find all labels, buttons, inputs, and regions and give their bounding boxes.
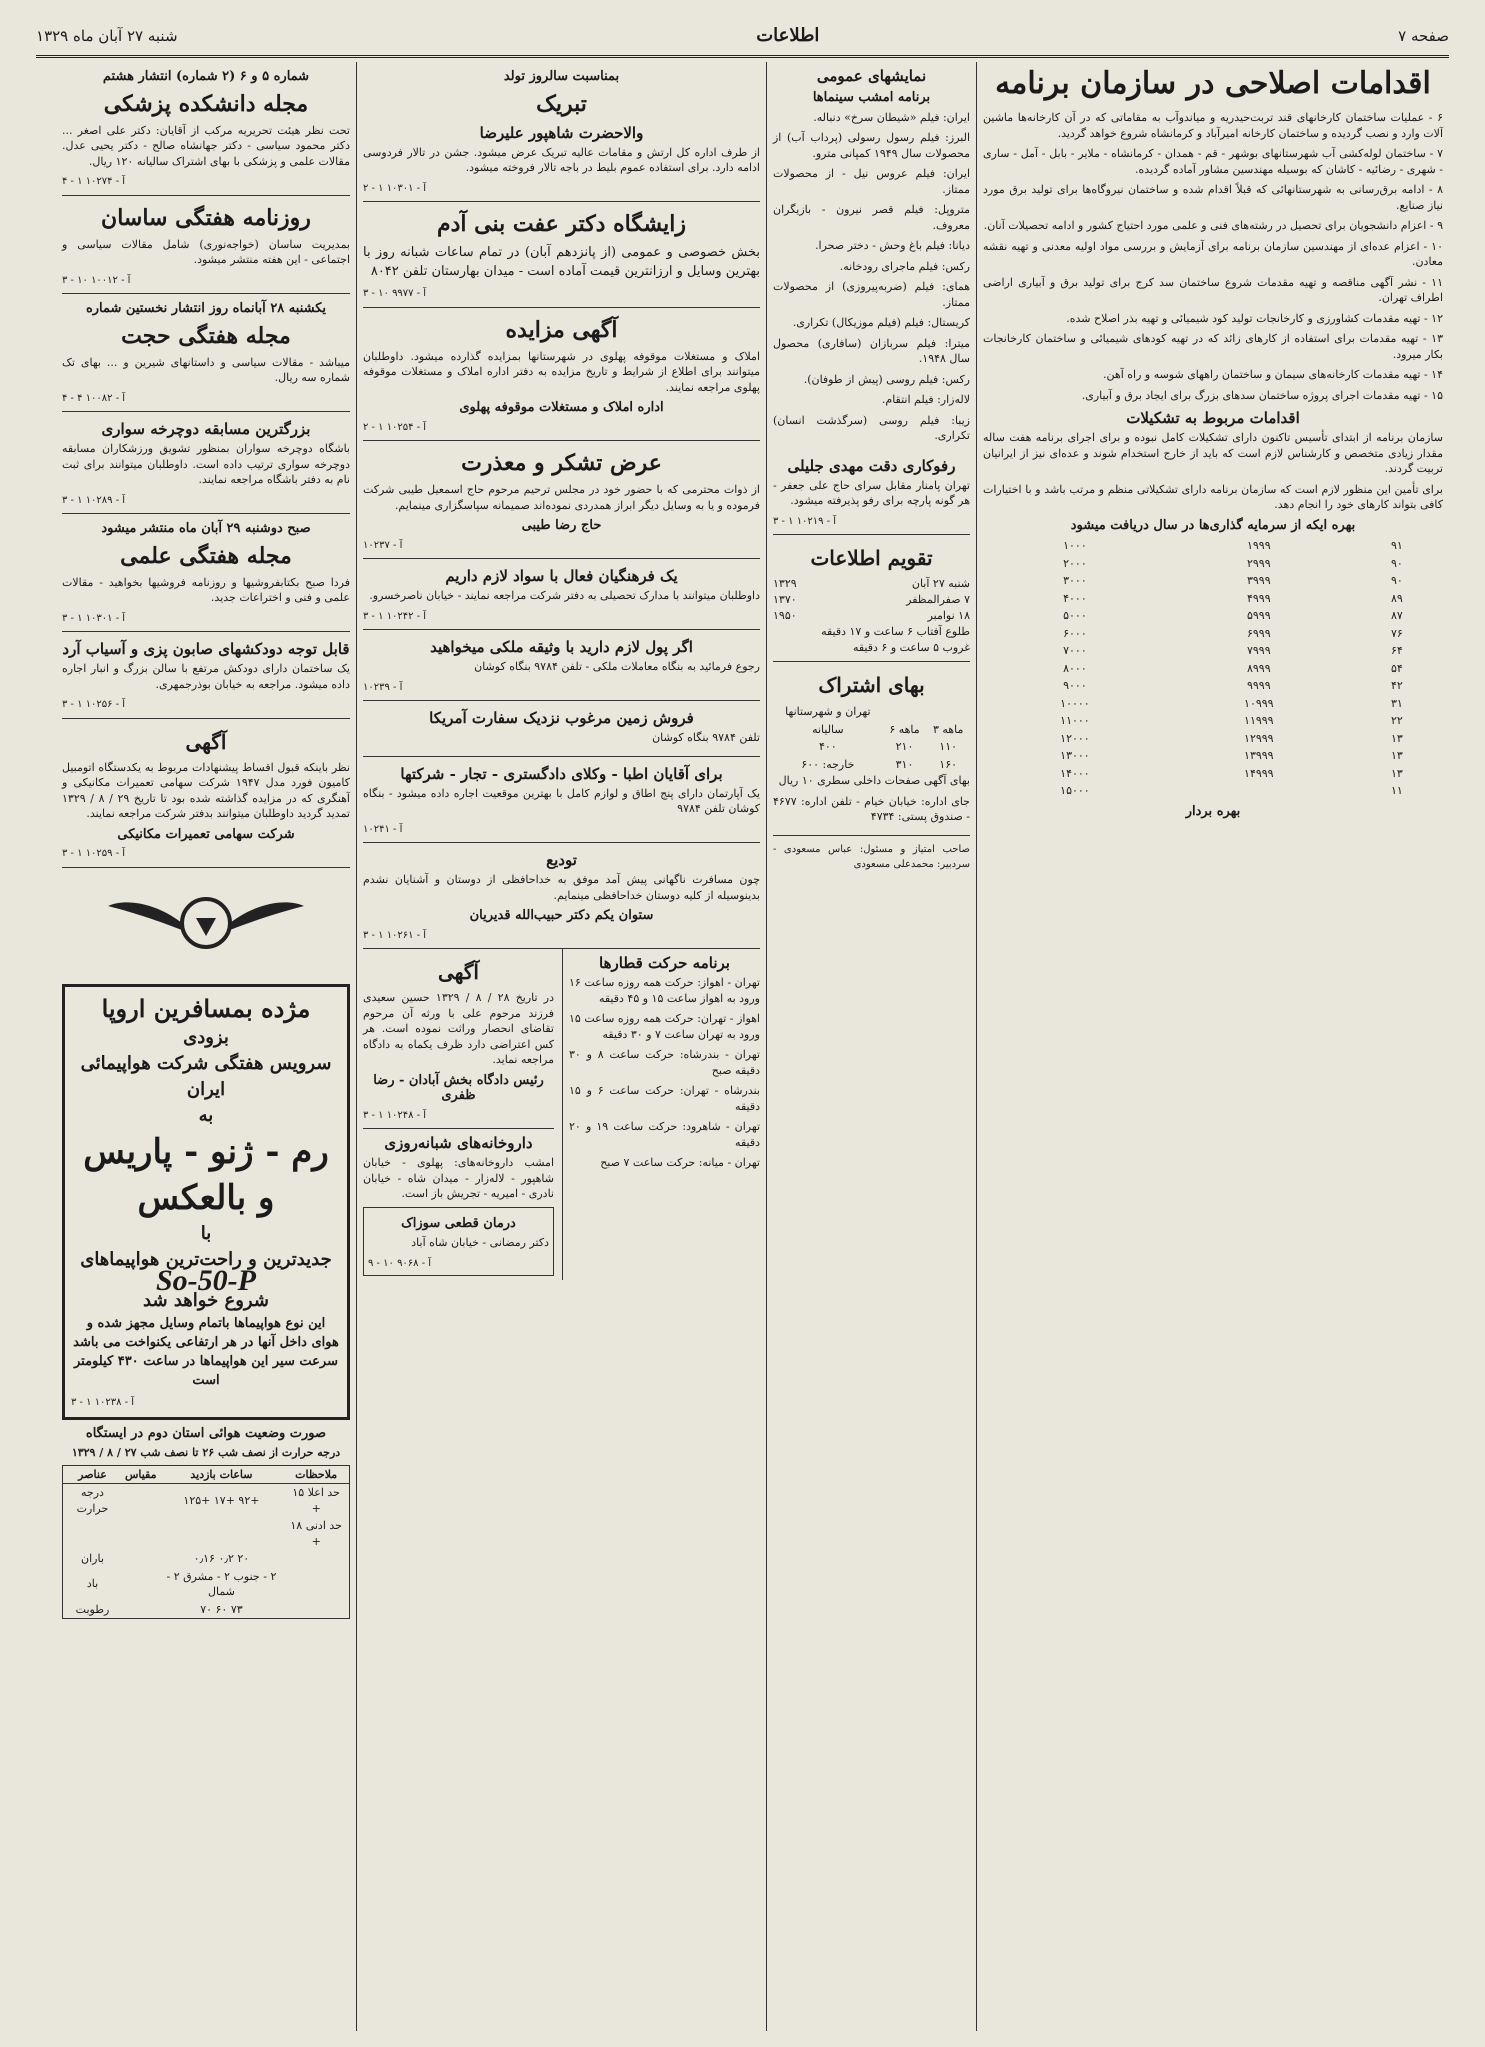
table-cell: +۹۲ +۱۷ +۱۲۵ xyxy=(183,1493,260,1507)
trains-title: برنامه حرکت قطارها xyxy=(599,954,730,972)
interest-row xyxy=(983,695,1443,713)
ad-science-head: صبح دوشنبه ۲۹ آبان ماه منتشر میشود xyxy=(101,521,311,536)
main-article-body-2 xyxy=(983,430,1443,513)
ad-maternity-body: بخش خصوصی و عمومی (از پانزدهم آبان) در تمام ساعات شبانه روز با بهترین وسایل و ارزانترین قیمت آماده است - میدان بهارستان تلفن ۸۰۴۲ xyxy=(363,245,760,279)
ad-notice-body: نظر باینکه قبول اقساط پیشنهادات مربوط به یکدستگاه اتومبیل کامیون فورد مدل ۱۹۴۷ شرکت سهامی تعمیرات مکانیکی و آهنگری که در مزایده گذاشته شده بود تا تاریخ ۲۹ / ۸ / ۱۳۲۹ تمدید گردید داوطلبان میتوانند بدفتر شرکت مراجعه نمایند. xyxy=(62,760,350,820)
interest-table-footer: بهره بردار xyxy=(1185,803,1241,819)
cinema-item: کریستال: فیلم (فیلم موزیکال) تکراری. xyxy=(792,316,970,329)
cinemas-heading: برنامه امشب سینماها xyxy=(812,90,931,105)
table-cell: ۴۰۰ xyxy=(818,740,837,753)
cinema-item: رکس: فیلم روسی (پیش از طوفان). xyxy=(803,372,970,386)
table-cell xyxy=(122,1550,160,1568)
cinemas-title: نمایشهای عمومی xyxy=(816,67,927,85)
column-cinemas xyxy=(766,62,976,2031)
airline-banner xyxy=(62,984,350,1420)
calendar-cell: طلوع آفتاب ۶ ساعت و ۱۷ دقیقه xyxy=(821,625,970,638)
ad-auction-body: املاک و مستغلات موقوفه پهلوی در شهرستانها بمزایده گذارده میشود. داوطلبان میتوانند برای اطلاع از شرایط و تاریخ مزایده به دفتر اداره املاک و مستغلات موقوفه پهلوی مراجعه نمایند. xyxy=(363,349,760,394)
interest-row xyxy=(983,590,1443,608)
weather-row xyxy=(63,1601,350,1619)
ad-sasan-title: روزنامه هفتگی ساسان xyxy=(101,204,311,231)
pharmacies-title: داروخانه‌های شبانه‌روزی xyxy=(384,1134,533,1152)
table-cell: ۳ ماهه xyxy=(932,722,964,736)
ad-thanks-title: عرض تشکر و معذرت xyxy=(461,450,662,476)
banner-route: رم - ژنو - پاریس و بالعکس xyxy=(83,1131,329,1218)
banner-service: سرویس هفتگی شرکت هواپیمائی ایران xyxy=(80,1052,332,1100)
table-cell: ۱۲۰۰۰ xyxy=(1060,731,1090,745)
cinema-item: لاله‌زار: فیلم انتقام. xyxy=(881,393,970,406)
calendar-row xyxy=(773,640,970,656)
table-cell: ۷۰۰۰ xyxy=(1063,644,1087,657)
article-paragraph: ۱۰ - اعزام عده‌ای از مهندسین سازمان برنامه برای آزمایش و بررسی مواد اولیه معدنی و تهیه نقشه معادن. xyxy=(983,239,1443,268)
table-cell: باران xyxy=(81,1552,104,1565)
table-cell: ۴۲ xyxy=(1390,679,1403,692)
ad-hiring-body: داوطلبان میتوانند با مدارک تحصیلی به دفتر شرکت مراجعه نمایند - خیابان ناصرخسرو. xyxy=(369,589,760,602)
table-cell xyxy=(283,1601,349,1619)
table-cell: ۹۱ xyxy=(1390,539,1403,552)
interest-row xyxy=(983,765,1443,783)
ad-hiring-title: یک فرهنگیان فعال با سواد لازم داریم xyxy=(445,567,678,585)
banner-start: شروع خواهد شد xyxy=(143,1290,269,1311)
table-cell: ۳۱۰ xyxy=(895,757,914,771)
ad-hojjat-code: آ - ۱۰۰۸۲ ۴ - ۴ xyxy=(62,392,126,404)
weather-table xyxy=(62,1465,350,1620)
table-cell: ۶ ماهه xyxy=(889,722,920,736)
table-cell: ۴۹۹۹ xyxy=(1246,591,1271,605)
article-paragraph: ۶ - عملیات ساختمان کارخانهای قند تربت‌حیدریه و میاندوآب به مقاماتی که در آن کارخانه‌ها ماشین آلات وارد و نصب گردیده و ساختمان کارخانه امیرآباد و کرمانشاه شروع خواهد گردید. xyxy=(983,111,1443,140)
article-paragraph: برای تأمین این منظور لازم است که سازمان برنامه دارای تشکیلاتی منظم و مرتب باشد و با اختیارات کافی بتواند کارهای خود را انجام دهد. xyxy=(983,482,1443,511)
table-cell: ۱۱۰ xyxy=(939,740,958,753)
weather-row xyxy=(63,1568,350,1601)
table-cell: ۱۳۹۹۹ xyxy=(1244,749,1274,762)
table-cell: ۶۰۰۰ xyxy=(1063,626,1087,640)
table-cell xyxy=(122,1517,160,1550)
calendar-title: تقویم اطلاعات xyxy=(810,546,933,570)
subscription-table xyxy=(773,703,970,773)
office-address: جای اداره: خیابان خیام - تلفن اداره: ۴۶۷۷ - صندوق پستی: ۴۷۳۴ xyxy=(773,794,970,823)
ad-congrats-sub: والاحضرت شاهپور علیرضا xyxy=(479,123,644,142)
ad-notice-title: آگهی xyxy=(185,729,227,754)
interest-row xyxy=(983,730,1443,748)
ad-thanks-body: از ذوات محترمی که با حضور خود در مجلس ترحیم مرحوم حاج اسمعیل طیبی شرکت فرموده و یا به وسایل دیگر ابراز همدردی نموده‌اند صمیمانه سپاسگزاری مینمایم. xyxy=(363,483,760,512)
table-cell: ۱۹۹۹ xyxy=(1246,539,1271,552)
table-cell xyxy=(283,1568,349,1601)
article-paragraph: ۹ - اعزام دانشجویان برای تحصیل در رشته‌های فنی و علمی مورد احتیاج کشور و ادامه تحصیلات آنان. xyxy=(983,219,1443,232)
calendar-cell: غروب ۵ ساعت و ۶ دقیقه xyxy=(852,641,970,654)
article-paragraph: ۱۳ - تهیه مقدمات برای استفاده از کارهای زائد که در تهیه کودهای شیمیائی و ساختمان کارخانجات بکار میرود. xyxy=(983,332,1443,361)
interest-row xyxy=(983,642,1443,660)
table-cell: ۱۰۹۹۹ xyxy=(1244,696,1274,710)
ad-cycling-code: آ - ۱۰۲۸۹ ۱ - ۳ xyxy=(62,494,126,506)
train-item: تهران - میانه: حرکت ساعت ۷ صبح xyxy=(600,1156,760,1169)
column-main-article xyxy=(976,62,1449,2031)
weather-row xyxy=(63,1484,350,1518)
table-cell: ۲۹۹۹ xyxy=(1246,556,1271,570)
calendar-row xyxy=(773,624,970,640)
ad-thanks-sign: حاج رضا طیبی xyxy=(521,518,602,533)
calendar-row xyxy=(773,576,970,592)
interest-row xyxy=(983,747,1443,765)
ad-congrats-title: تبریک xyxy=(536,90,587,117)
airline-wings-icon xyxy=(62,868,350,978)
ad-rofoo-title: رفوکاری دقت مهدی جلیلی xyxy=(787,456,956,475)
interest-row xyxy=(983,782,1443,800)
ad-medical-journal-head: شماره ۵ و ۶ (۲ شماره) انتشار هشتم xyxy=(102,69,310,84)
table-cell: خارجه: ۶۰۰ xyxy=(801,757,855,771)
article-paragraph: ۸ - ادامه برق‌رسانی به شهرستانهائی که قبلاً اقدام شده و ساختمان نیروگاه‌ها برای تولید برق مورد نیاز صنایع. xyxy=(983,183,1443,212)
interest-table-title: بهره ایکه از سرمایه گذاری‌ها در سال دریافت میشود xyxy=(1070,517,1356,533)
table-cell: سالیانه xyxy=(812,722,844,736)
table-cell: حد اعلا ۱۵ + xyxy=(292,1486,340,1515)
calendar-cell: ۱۸ نوامبر xyxy=(927,609,970,622)
table-cell: رطوبت xyxy=(75,1602,110,1616)
ad-farewell-body: چون مسافرت ناگهانی پیش آمد موفق به خداحافظی از دوستان و آشنایان نشدم بدینوسیله از کلیه دوستان خداحافظی مینمایم. xyxy=(363,873,760,902)
subscription-row xyxy=(773,756,970,774)
train-item: اهواز - تهران: حرکت همه روزه ساعت ۱۵ ورود به تهران ساعت ۷ و ۳۰ دقیقه xyxy=(569,1012,760,1041)
ad-medical-journal-body: تحت نظر هیئت تحریریه مرکب از آقایان: دکتر علی اصغر ... دکتر محمود سیاسی - دکتر جهانشاه صالح - دکتر یحیی عدل. مقالات علمی و پزشکی با بهای اشتراک سالیانه ۱۲۰ ریال. xyxy=(62,123,350,168)
calendar-cell: ۱۳۲۹ xyxy=(773,577,797,590)
table-cell: ۱۶۰ xyxy=(939,757,958,771)
column-ads-middle xyxy=(356,62,766,2031)
table-cell xyxy=(160,1517,284,1550)
ad-clinic-title: درمان قطعی سوزاک xyxy=(401,1215,516,1231)
notice-sign: رئیس دادگاه بخش آبادان - رضا ظفری xyxy=(373,1072,544,1103)
table-cell: ۱۳۰۰۰ xyxy=(1060,749,1090,762)
cinema-item: میترا: فیلم سربازان (سافاری) محصول سال ۱۹۴۸. xyxy=(773,336,970,365)
ad-thanks-code: آ - ۱۰۲۳۷ xyxy=(363,539,403,551)
cinema-item: رکس: فیلم ماجرای رودخانه. xyxy=(839,259,970,273)
pharmacies-body: امشب داروخانه‌های: پهلوی - خیابان شاهپور - لاله‌زار - میدان شاه - خیابان نادری - امیریه - تجریش باز است. xyxy=(363,1156,554,1200)
ad-auction-sign: اداره املاک و مستغلات موقوفه پهلوی xyxy=(459,400,664,415)
page-header xyxy=(36,20,1449,58)
train-item: تهران - اهواز: حرکت همه روزه ساعت ۱۶ ورود به اهواز ساعت ۱۵ و ۴۵ دقیقه xyxy=(569,976,760,1005)
ad-land-body: تلفن ۹۷۸۴ بنگاه کوشان xyxy=(652,731,760,744)
ad-loan-title: اگر پول لازم دارید با وثیقه ملکی میخواهید xyxy=(430,638,693,656)
table-cell: ۲۰ ۰٫۲ ۰٫۱۶ xyxy=(193,1552,250,1565)
table-header-cell: ملاحظات xyxy=(283,1465,349,1484)
main-article-body xyxy=(983,110,1443,403)
interest-row xyxy=(983,660,1443,678)
ad-hojjat-body: میباشد - مقالات سیاسی و داستانهای شیرین و ... بهای تک شماره سه ریال. xyxy=(62,355,350,384)
interest-row xyxy=(983,625,1443,643)
cinema-item: همای: فیلم (ضربه‌پیروزی) از محصولات ممتاز. xyxy=(773,280,970,309)
table-cell: ۷۶ xyxy=(1390,626,1403,640)
table-cell: ۹۰ xyxy=(1390,574,1403,587)
main-article-title: اقدامات اصلاحی در سازمان برنامه xyxy=(995,66,1431,101)
ad-medical-journal-code: آ - ۱۰۲۷۴ ۱ - ۴ xyxy=(62,176,126,187)
table-cell xyxy=(1167,782,1351,800)
calendar-cell: شنبه ۲۷ آبان xyxy=(911,577,970,590)
table-cell: ۱۲۹۹۹ xyxy=(1244,731,1274,745)
table-cell: ۵۰۰۰ xyxy=(1063,609,1087,622)
weather-row xyxy=(63,1550,350,1568)
table-cell xyxy=(926,703,970,721)
table-cell: ۲ - جنوب ۲ - مشرق ۲ - شمال xyxy=(166,1569,277,1598)
trains-list xyxy=(569,975,760,1171)
article-paragraph: ۱۴ - تهیه مقدمات کارخانه‌های سیمان و ساختمان راههای شوسه و راه آهن. xyxy=(1103,368,1443,381)
ad-maternity-code: آ - ۹۹۷۷ ۱۰ - ۳ xyxy=(363,288,427,299)
ad-auction-title: آگهی مزایده xyxy=(505,316,618,343)
banner-soon: بزودی xyxy=(183,1026,229,1048)
columns xyxy=(36,62,1449,2031)
table-cell: تهران و شهرستانها xyxy=(785,705,871,718)
ad-apartment-code: آ - ۱۰۲۴۱ xyxy=(363,823,403,835)
table-cell: ۳۹۹۹ xyxy=(1246,574,1271,587)
banner-to: به xyxy=(198,1104,214,1126)
cinema-item: متروپل: فیلم قصر نیرون - بازیگران معروف. xyxy=(773,203,970,232)
weather-subtitle: درجه حرارت از نصف شب ۲۶ تا نصف شب ۲۷ / ۸ / ۱۳۲۹ xyxy=(71,1446,341,1459)
main-article-subheading: اقدامات مربوط به تشکیلات xyxy=(1126,409,1300,427)
subscription-row xyxy=(773,703,970,721)
ad-rofoo-code: آ - ۱۰۲۱۹ ۱ - ۳ xyxy=(773,515,837,527)
table-cell: ۱۴۹۹۹ xyxy=(1244,766,1274,780)
table-cell: ۵۹۹۹ xyxy=(1246,609,1271,622)
table-header-cell: مقیاس xyxy=(122,1465,160,1484)
banner-planes: جدیدترین و راحت‌ترین هواپیماهای xyxy=(80,1248,332,1270)
ad-notice-code: آ - ۱۰۲۵۹ ۱ - ۳ xyxy=(62,848,126,859)
notice-code: آ - ۱۰۲۴۸ ۱ - ۳ xyxy=(363,1109,427,1121)
cinema-item: ایران: فیلم عروس نیل - از محصولات ممتاز. xyxy=(773,167,970,196)
article-paragraph: ۷ - ساختمان لوله‌کشی آب شهرستانهای بوشهر - قم - همدان - کرمانشاه - ملایر - بابل - آمل - ساری - شهری - رضائیه - کاشان که بوسیله مهندسین مشاور آماده گردیده. xyxy=(983,147,1443,176)
ad-farewell-sign: ستوان یکم دکتر حبیب‌الله قدیریان xyxy=(469,908,654,923)
subscription-row xyxy=(773,721,970,739)
ad-congrats-line: بمناسبت سالروز تولد xyxy=(503,69,620,84)
calendar-cell: ۱۹۵۰ xyxy=(773,609,797,622)
ad-cycling-title: بزرگترین مسابقه دوچرخه سواری xyxy=(101,420,311,438)
table-cell: ۲۱۰ xyxy=(895,740,914,753)
cinema-item: دیانا: فیلم باغ وحش - دختر صحرا. xyxy=(815,239,970,252)
article-paragraph: ۱۵ - تهیه مقدمات اجرای پروژه ساختمان سدهای بزرگ برای ایجاد برق و آبیاری. xyxy=(1081,388,1443,402)
issue-date: شنبه ۲۷ آبان ماه ۱۳۲۹ xyxy=(36,26,178,45)
ad-apartment-title: برای آقایان اطبا - وکلای دادگستری - تجار - شرکتها xyxy=(400,764,723,783)
ad-apartment-body: یک آپارتمان دارای پنج اطاق و لوازم کامل با بهترین موقعیت اجاره داده میشود - بنگاه کوشان تلفن ۹۷۸۴ xyxy=(363,786,760,815)
table-cell: ۲۰۰۰ xyxy=(1063,556,1087,570)
ad-hiring-code: آ - ۱۰۲۴۲ ۱ - ۳ xyxy=(363,610,427,622)
cinema-item: البرز: فیلم رسول رسولی (پرداب آب) از محصولات سال ۱۹۴۹ کمپانی مترو. xyxy=(773,131,970,160)
banner-model: So-50-P xyxy=(156,1263,256,1297)
table-cell: درجه حرارت xyxy=(76,1486,109,1515)
weather-row xyxy=(63,1517,350,1550)
subscription-row xyxy=(773,738,970,756)
ad-hojjat-title: مجله هفتگی حجت xyxy=(121,322,291,349)
table-cell: ۹۰۰۰ xyxy=(1063,679,1087,692)
table-cell: ۳۱ xyxy=(1390,696,1403,710)
table-cell: ۱۳ xyxy=(1390,766,1403,780)
article-paragraph: سازمان برنامه از ابتدای تأسیس تاکنون دارای تشکیلات کامل نبوده و برای اجرای برنامه هفت ساله مقدار زیادی متخصص و کارشناس لازم است که باید از خارج استخدام شوند و عده‌ای نیز از ایرانیان تربیت گردند. xyxy=(983,431,1443,475)
table-cell: ۲۲ xyxy=(1390,714,1403,727)
ad-hojjat-head: یکشنبه ۲۸ آبانماه روز انتشار نخستین شماره xyxy=(85,301,327,316)
calendar-cell: ۷ صفرالمظفر xyxy=(906,593,970,606)
interest-row xyxy=(983,677,1443,695)
ad-land-title: فروش زمین مرغوب نزدیک سفارت آمریکا xyxy=(429,709,694,727)
ad-congrats-body: از طرف اداره کل ارتش و مقامات عالیه تبریک عرض میشود. جشن در تالار فردوسی ادامه دارد. برای استفاده عموم بلیط در باجه تالار فروخته میشود. xyxy=(363,145,760,174)
table-cell: ۹۹۹۹ xyxy=(1246,679,1271,692)
table-cell: ۱۵۰۰۰ xyxy=(1060,784,1090,797)
ad-congrats-code: آ - ۱۰۳۰۱ ۱ - ۲ xyxy=(363,182,427,194)
table-cell: حد ادنی ۱۸ + xyxy=(290,1519,342,1548)
table-cell: ۱۰۰۰۰ xyxy=(1060,696,1090,710)
subscription-note: بهای آگهی صفحات داخلی سطری ۱۰ ریال xyxy=(778,774,970,787)
article-paragraph: ۱۱ - نشر آگهی مناقصه و تهیه مقدمات شروع ساختمان سد کرج برای تولید برق و آبیاری اراضی اطراف تهران. xyxy=(983,275,1443,304)
table-cell: ۹۰ xyxy=(1390,556,1403,570)
table-cell xyxy=(883,703,927,721)
table-cell: ۱۴۰۰۰ xyxy=(1060,766,1090,780)
banner-code: آ - ۱۰۲۳۸ ۱ - ۳ xyxy=(71,1397,135,1408)
table-cell: ۱۱۰۰۰ xyxy=(1060,714,1090,727)
interest-row xyxy=(983,537,1443,555)
ad-loan-code: آ - ۱۰۲۳۹ xyxy=(363,681,403,693)
table-cell xyxy=(63,1517,122,1550)
notice-title: آگهی xyxy=(438,960,479,984)
ad-chimney-code: آ - ۱۰۲۵۶ ۱ - ۳ xyxy=(62,699,126,710)
ad-farewell-title: تودیع xyxy=(546,851,577,869)
column-ads-left xyxy=(56,62,356,2031)
table-cell: ۸۹۹۹ xyxy=(1246,661,1271,675)
article-paragraph: ۱۲ - تهیه مقدمات کشاورزی و کارخانجات تولید کود شیمیائی و تهیه بذر اصلاح شده. xyxy=(1066,311,1443,325)
ad-auction-code: آ - ۱۰۲۵۴ ۱ - ۲ xyxy=(363,421,427,433)
ad-science-title: مجله هفتگی علمی xyxy=(120,542,292,569)
cinema-item: زیبا: فیلم روسی (سرگذشت انسان) تکراری. xyxy=(773,413,970,442)
paper-name: اطلاعات xyxy=(756,25,820,46)
table-cell: ۴۰۰۰ xyxy=(1063,591,1087,605)
table-cell: ۸۷ xyxy=(1390,609,1403,622)
interest-row xyxy=(983,555,1443,573)
ad-farewell-code: آ - ۱۰۲۶۱ ۱ - ۳ xyxy=(363,929,427,941)
publisher-signature: صاحب امتیاز و مسئول: عباس مسعودی - سردبیر: محمدعلی مسعودی xyxy=(773,843,970,870)
table-header-cell: عناصر xyxy=(63,1465,122,1484)
table-cell xyxy=(283,1550,349,1568)
table-cell xyxy=(122,1601,160,1619)
calendar-row xyxy=(773,608,970,624)
calendar-list xyxy=(773,576,970,656)
ad-chimney-title: قابل توجه دودکشهای صابون پزی و آسیاب آرد xyxy=(62,640,350,658)
banner-with: با xyxy=(200,1222,212,1244)
page-number: صفحه ۷ xyxy=(1398,26,1449,45)
train-item: تهران - شاهرود: حرکت ساعت ۱۹ و ۲۰ دقیقه xyxy=(569,1120,761,1149)
ad-medical-journal-title: مجله دانشکده پزشکی xyxy=(103,90,309,117)
interest-row xyxy=(983,607,1443,625)
ad-sasan-code: آ - ۱۰۰۱۲ ۱۰ - ۳ xyxy=(62,274,131,286)
weather-title: صورت وضعیت هوائی استان دوم در ایستگاه xyxy=(85,1425,327,1441)
ad-clinic-code: آ - ۹۰۶۸ ۱۰ - ۹ xyxy=(368,1257,432,1269)
notice-body: در تاریخ ۲۸ / ۸ / ۱۳۲۹ حسین سعیدی فرزند مرحوم علی با ورثه آن مرحوم تقاضای انحصار وراثت نموده است. هر کس اعتراضی دارد ظرف یکماه به دادگاه مراجعه نماید. xyxy=(363,991,554,1066)
ad-maternity-title: زایشگاه دکتر عفت بنی آدم xyxy=(436,211,687,237)
ad-sasan-body: بمدیریت ساسان (خواجه‌نوری) شامل مقالات سیاسی و اجتماعی - این هفته منتشر میشود. xyxy=(62,237,350,266)
cinema-item: ایران: فیلم «شیطان سرخ» دنباله. xyxy=(813,110,970,124)
table-cell: ۵۴ xyxy=(1390,661,1403,675)
table-cell: ۶۹۹۹ xyxy=(1246,626,1271,640)
interest-table xyxy=(983,537,1443,800)
table-header-cell: ساعات بازدید xyxy=(160,1465,284,1484)
train-item: بندرشاه - تهران: حرکت ساعت ۶ و ۱۵ دقیقه xyxy=(569,1084,760,1113)
table-cell: ۶۴ xyxy=(1390,644,1403,657)
table-cell: باد xyxy=(86,1577,99,1591)
ad-chimney-body: یک ساختمان دارای دودکش مرتفع با سالن بزرگ و انبار اجاره داده میشود. مراجعه به خیابان بوذرجمهری. xyxy=(62,662,350,691)
ad-loan-body: رجوع فرمائید به بنگاه معاملات ملکی - تلفن ۹۷۸۴ بنگاه کوشان xyxy=(474,660,760,673)
interest-row xyxy=(983,572,1443,590)
table-cell: ۷۳ ۶۰ ۷۰ xyxy=(200,1602,243,1616)
banner-body: این نوع هواپیماها باتمام وسایل مجهز شده و هوای داخل آنها در هر ارتفاعی یکنواخت می باشد سرعت سیر این هواپیماها در ساعت ۴۳۰ کیلومتر است xyxy=(73,1316,339,1388)
table-cell: ۸۹ xyxy=(1390,591,1403,605)
ad-cycling-body: باشگاه دوچرخه سواران بمنظور تشویق ورزشکاران مسابقه دوچرخه سواری ترتیب داده است. داوطلبان میتوانند برای ثبت نام به دفتر باشگاه مراجعه نمایند. xyxy=(62,442,350,486)
train-item: تهران - بندرشاه: حرکت ساعت ۸ و ۳۰ دقیقه صبح xyxy=(569,1048,760,1077)
table-cell: ۱۰۰۰ xyxy=(1063,539,1087,552)
ad-science-code: آ - ۱۰۳۰۱ ۱ - ۳ xyxy=(62,612,126,624)
table-cell xyxy=(122,1568,160,1601)
ad-notice-sign: شرکت سهامی تعمیرات مکانیکی xyxy=(117,826,295,842)
subscription-title: بهای اشتراک xyxy=(818,673,925,697)
table-cell: ۱۱ xyxy=(1390,784,1403,797)
ad-clinic-body: دکتر رمضانی - خیابان شاه آباد xyxy=(411,1236,549,1249)
table-cell: ۷۹۹۹ xyxy=(1246,644,1271,657)
calendar-row xyxy=(773,592,970,608)
table-cell: ۱۳ xyxy=(1390,749,1403,762)
cinema-list xyxy=(773,110,970,444)
table-cell: ۸۰۰۰ xyxy=(1063,661,1087,675)
table-cell: ۱۳ xyxy=(1390,731,1403,745)
interest-row xyxy=(983,712,1443,730)
table-cell xyxy=(122,1484,160,1518)
table-cell: ۱۱۹۹۹ xyxy=(1244,714,1274,727)
ad-science-body: فردا صبح بکتابفروشیها و روزنامه فروشیها بخواهید - مقالات علمی و فنی و اختراعات جدید. xyxy=(62,575,350,604)
table-cell: ۳۰۰۰ xyxy=(1063,574,1087,587)
banner-headline: مژده بمسافرین اروپا xyxy=(101,993,311,1023)
calendar-cell: ۱۳۷۰ xyxy=(773,593,797,606)
ad-rofoo-body: تهران پامنار مقابل سرای حاج علی جعفر - هر گونه پارچه برای رفو پذیرفته میشود. xyxy=(773,478,970,507)
